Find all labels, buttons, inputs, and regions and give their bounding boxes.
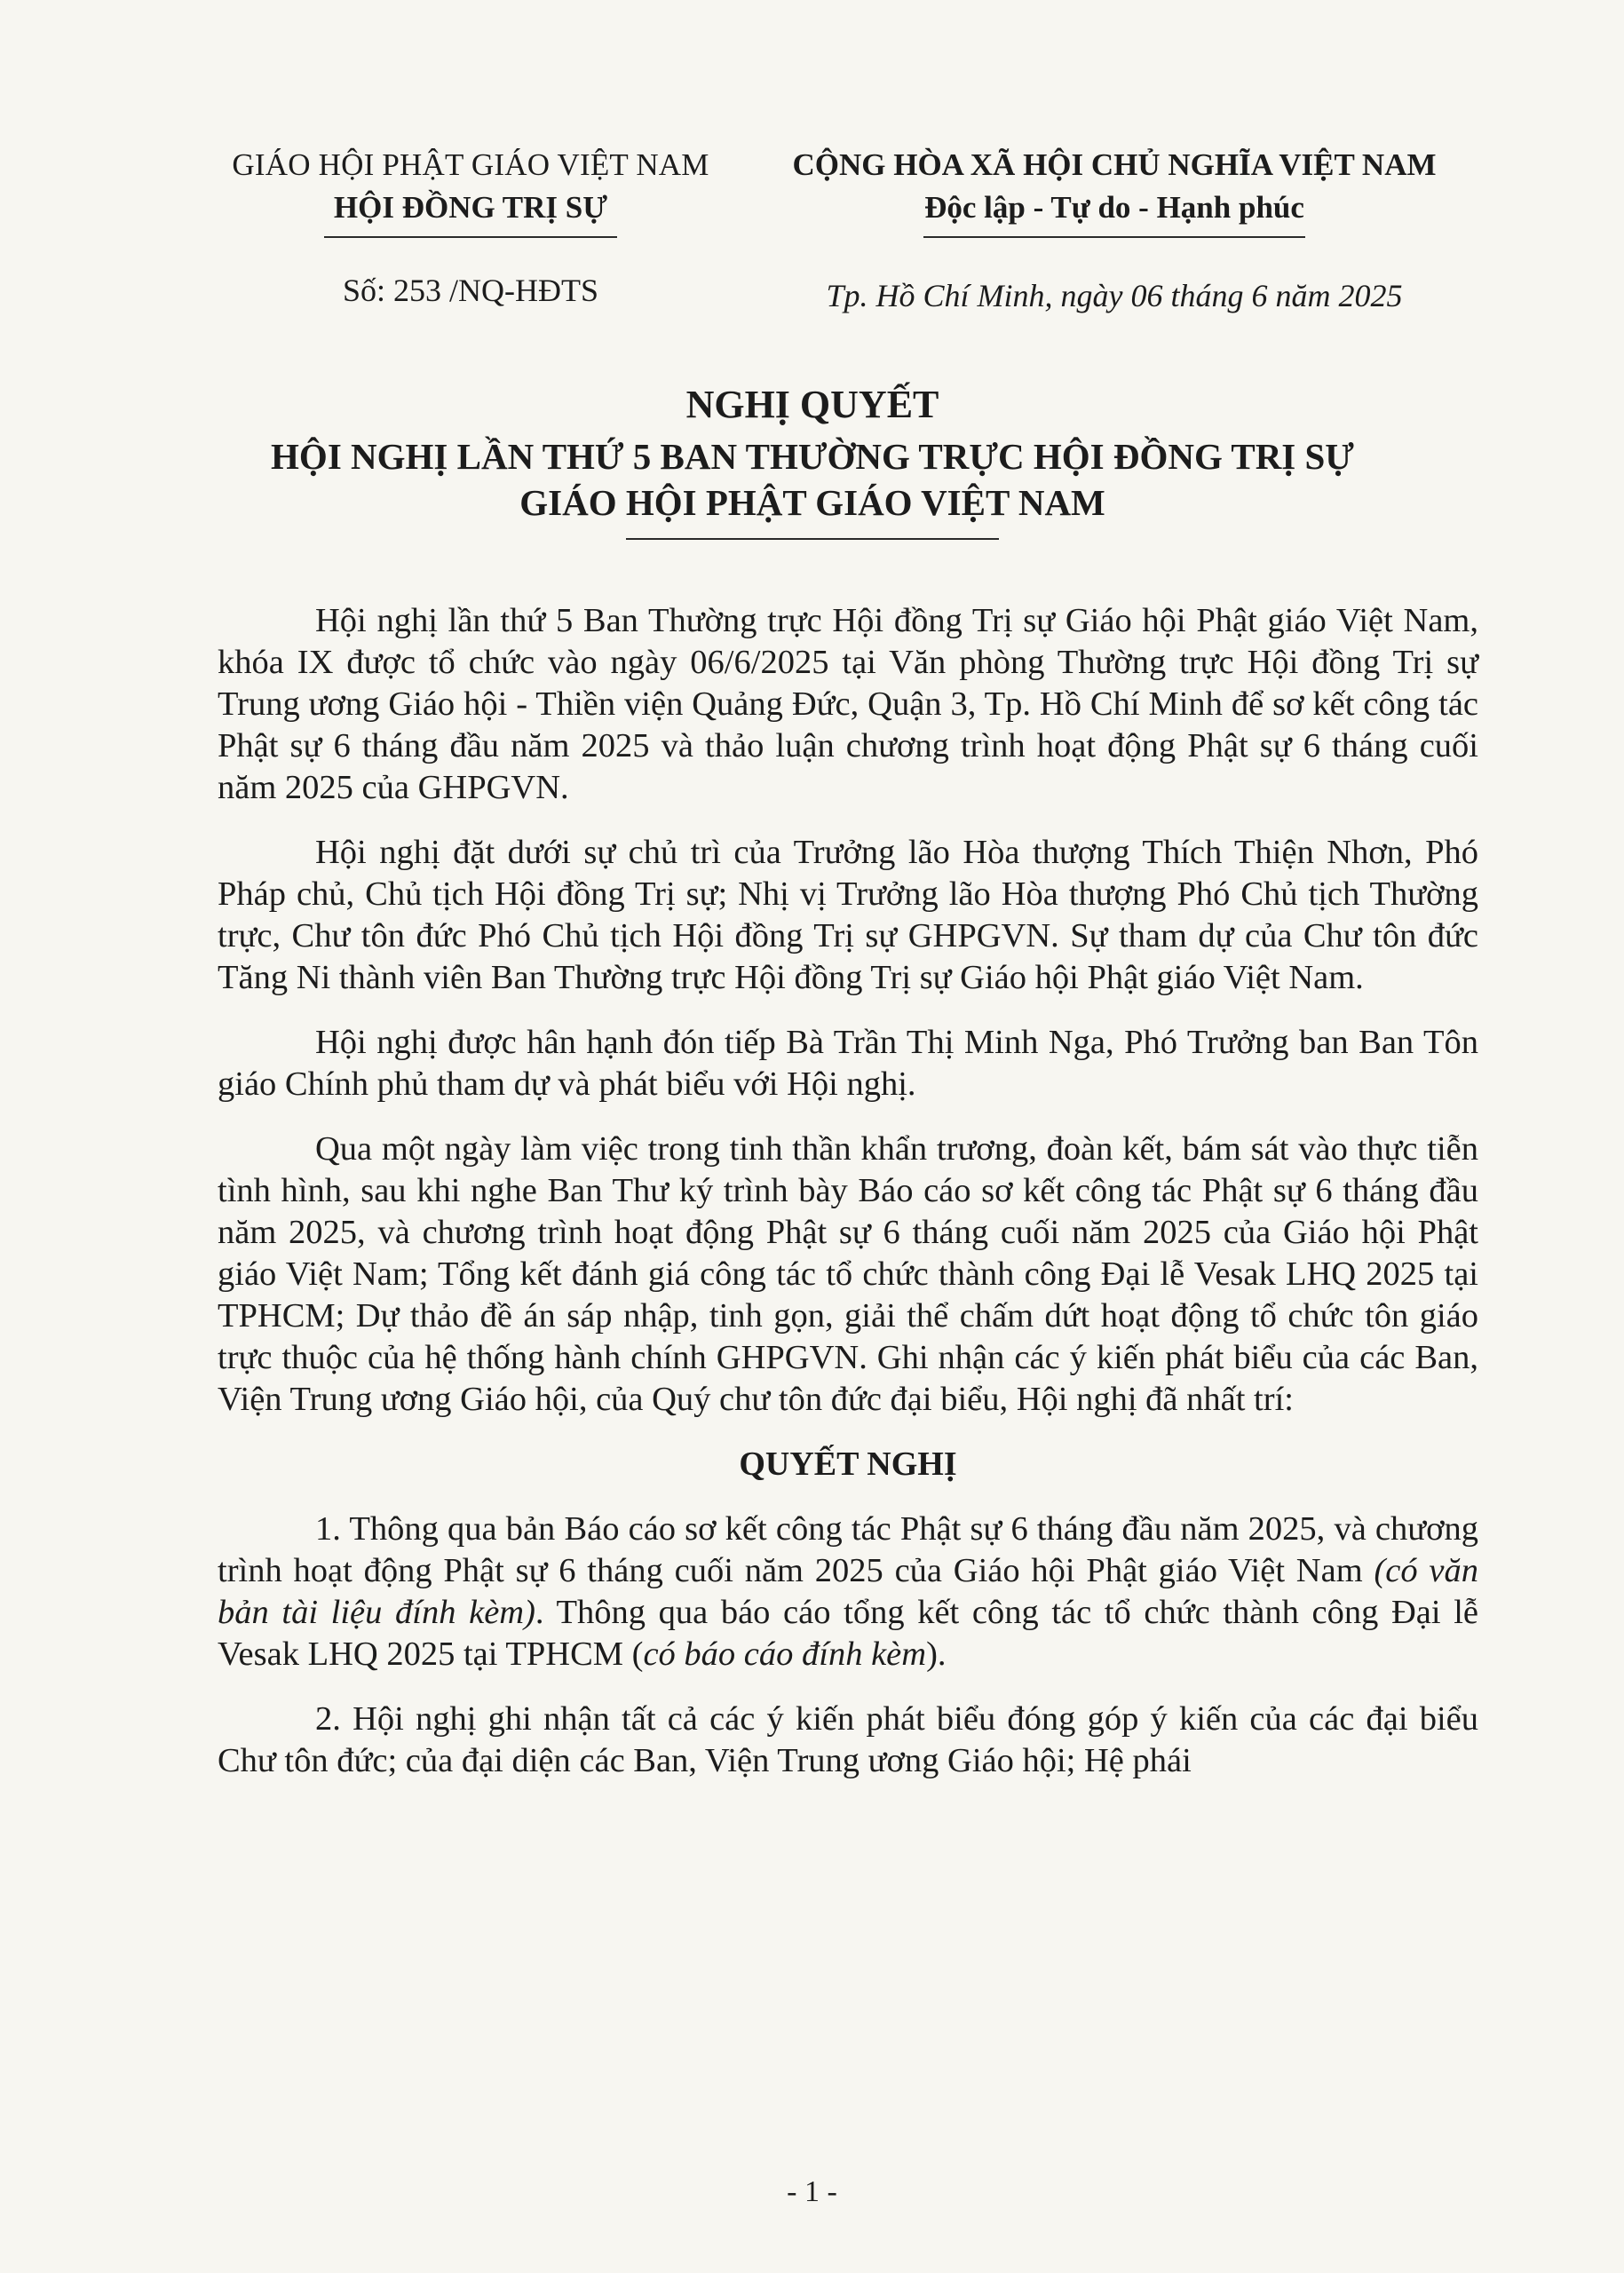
- body-paragraph-3: Hội nghị được hân hạnh đón tiếp Bà Trần Thị Minh Nga, Phó Trưởng ban Ban Tôn giáo Chính phủ tham dự và phát biểu với Hội nghị.: [218, 1024, 1478, 1103]
- organization-name: GIÁO HỘI PHẬT GIÁO VIỆT NAM: [232, 147, 709, 182]
- motto-underline: [923, 236, 1305, 238]
- issuer-underline: [324, 236, 617, 238]
- issuer-header: [178, 144, 764, 238]
- document-number: Số: 253 /NQ-HĐTS: [342, 273, 599, 308]
- body-paragraph-2: Hội nghị đặt dưới sự chủ trì của Trưởng lão Hòa thượng Thích Thiện Nhơn, Phó Pháp chủ, Chủ tịch Hội đồng Trị sự; Nhị vị Trưởng lão Hòa thượng Phó Chủ tịch Thường trực, Chư tôn đức Phó Chủ tịch Hội đồng Trị sự GHPGVN. Sự tham dự của Chư tôn đức Tăng Ni thành viên Ban Thường trực Hội đồng Trị sự Giáo hội Phật giáo Việt Nam.: [218, 834, 1478, 996]
- title-underline: [626, 538, 999, 540]
- resolution-item-2: 2. Hội nghị ghi nhận tất cả các ý kiến phát biểu đóng góp ý kiến của các đại biểu Chư tôn đức; của đại diện các Ban, Viện Trung ương Giáo hội; Hệ phái: [218, 1700, 1478, 1779]
- title-organization: GIÁO HỘI PHẬT GIÁO VIỆT NAM: [519, 482, 1105, 523]
- item1-text-2: . Thông qua báo cáo tổng kết công tác tổ chức thành công Đại lễ Vesak LHQ 2025 tại TPHCM (: [218, 1594, 1478, 1673]
- section-title-resolutions: QUYẾT NGHỊ: [739, 1445, 957, 1483]
- document-body: [218, 600, 1478, 1805]
- body-paragraph-4: Qua một ngày làm việc trong tinh thần khẩn trương, đoàn kết, bám sát vào thực tiễn tình hình, sau khi nghe Ban Thư ký trình bày Báo cáo sơ kết công tác Phật sự 6 tháng đầu năm 2025, và chương trình hoạt động Phật sự 6 tháng cuối năm 2025 của Giáo hội Phật giáo Việt Nam; Tổng kết đánh giá công tác tổ chức thành công Đại lễ Vesak LHQ 2025 tại TPHCM; Dự thảo đề án sáp nhập, tinh gọn, giải thể chấm dứt hoạt động tổ chức tôn giáo trực thuộc của hệ thống hành chính GHPGVN. Ghi nhận các ý kiến phát biểu của các Ban, Viện Trung ương Giáo hội, của Quý chư tôn đức đại biểu, Hội nghị đã nhất trí:: [218, 1130, 1478, 1418]
- title-conference: HỘI NGHỊ LẦN THỨ 5 BAN THƯỜNG TRỰC HỘI ĐỒNG TRỊ SỰ: [271, 436, 1354, 477]
- national-header: [764, 144, 1465, 238]
- title-resolution: NGHỊ QUYẾT: [685, 383, 939, 426]
- place-and-date: Tp. Hồ Chí Minh, ngày 06 tháng 6 năm 2025: [826, 278, 1403, 313]
- national-motto: Độc lập - Tự do - Hạnh phúc: [924, 190, 1304, 225]
- document-title: [160, 382, 1465, 540]
- item1-text-1: 1. Thông qua bản Báo cáo sơ kết công tác Phật sự 6 tháng đầu năm 2025, và chương trình hoạt động Phật sự 6 tháng cuối năm 2025 của Giáo hội Phật giáo Việt Nam: [218, 1510, 1478, 1589]
- item1-italic-2: có báo cáo đính kèm: [643, 1635, 927, 1673]
- item1-italic-1: (có văn bản tài liệu đính kèm): [218, 1552, 1478, 1631]
- council-name: HỘI ĐỒNG TRỊ SỰ: [333, 190, 608, 225]
- body-paragraph-1: Hội nghị lần thứ 5 Ban Thường trực Hội đồng Trị sự Giáo hội Phật giáo Việt Nam, khóa IX được tổ chức vào ngày 06/6/2025 tại Văn phòng Thường trực Hội đồng Trị sự Trung ương Giáo hội - Thiền viện Quảng Đức, Quận 3, Tp. Hồ Chí Minh để sơ kết công tác Phật sự 6 tháng đầu năm 2025 và thảo luận chương trình hoạt động Phật sự 6 tháng cuối năm 2025 của GHPGVN.: [218, 602, 1478, 806]
- resolution-item-1: [218, 1509, 1478, 1675]
- nation-name: CỘNG HÒA XÃ HỘI CHỦ NGHĨA VIỆT NAM: [792, 147, 1437, 182]
- item1-text-3: ).: [926, 1635, 947, 1673]
- page-number: - 1 -: [787, 2175, 837, 2208]
